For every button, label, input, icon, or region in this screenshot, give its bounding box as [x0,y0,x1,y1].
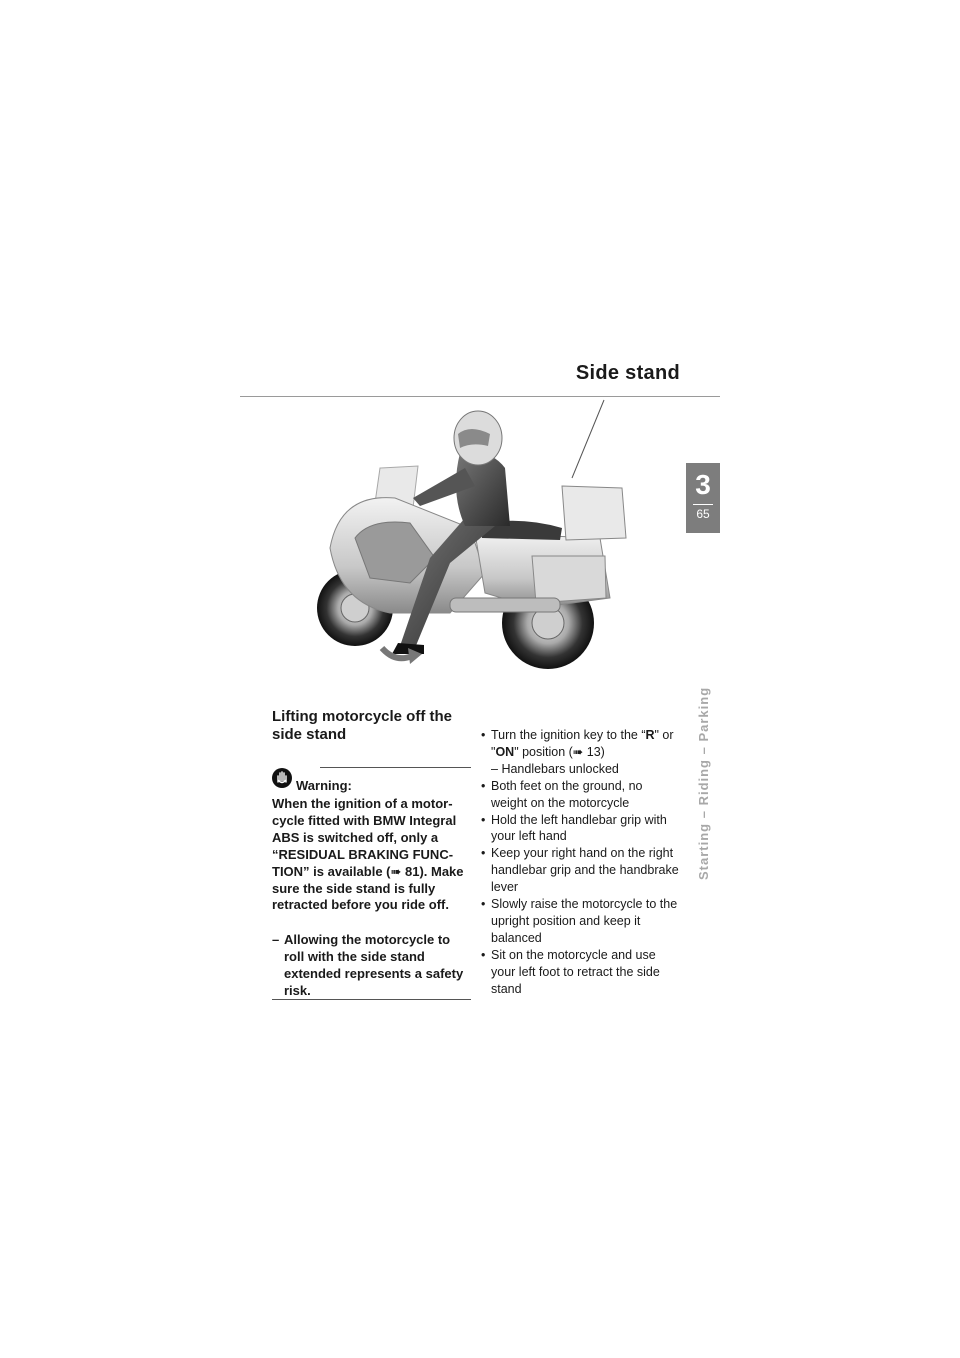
step-item: • Sit on the motorcycle and use your left foot to retract the side stand [481,947,660,996]
step-item: • Turn the ignition key to the “R" or "ON" position (➠ 13) [481,728,674,759]
chapter-number: 3 [695,469,711,500]
key-position-on: ON [495,744,515,759]
section-title: Lifting motorcycle off the side stand [272,708,452,743]
page-title: Side stand [575,362,680,384]
warning-hand-icon [272,768,292,788]
step-item: • Both feet on the ground, no weight on the motorcycle [481,778,643,810]
warning-subitem [272,932,472,1000]
chapter-tab [686,463,720,533]
step-item: • Slowly raise the motorcycle to the upright position and keep it balanced [481,897,678,945]
key-position-r: R [645,728,655,742]
motorcycle-illustration [300,398,630,678]
warning-text: When the ignition of a motor-cycle fitted with BMW Integral ABS is switched off, only a “RESIDUAL BRAKING FUNC-TION” is available (➠ 81). Make sure the side stand is fully retracted before you ride off. [272,796,464,913]
step-list [481,727,681,998]
warning-dash: – [272,932,280,947]
page-number: 65 [696,507,710,521]
warning-label: Warning: [296,778,352,793]
warning-rule-bottom [272,999,471,1000]
step-item: • Keep your right hand on the right handlebar grip and the handbrake lever [481,846,679,895]
step-subitem: – Handlebars unlocked [491,761,619,776]
chapter-side-label: Starting – Riding – Parking [696,686,711,880]
step-item: • Hold the left handlebar grip with your left hand [481,812,667,844]
warning-subitem-text: Allowing the motorcycle to roll with the side stand extended represents a safety risk. [284,932,464,998]
warning-rule-top [320,767,471,768]
title-divider [240,396,720,397]
chapter-tab-divider [693,504,713,505]
